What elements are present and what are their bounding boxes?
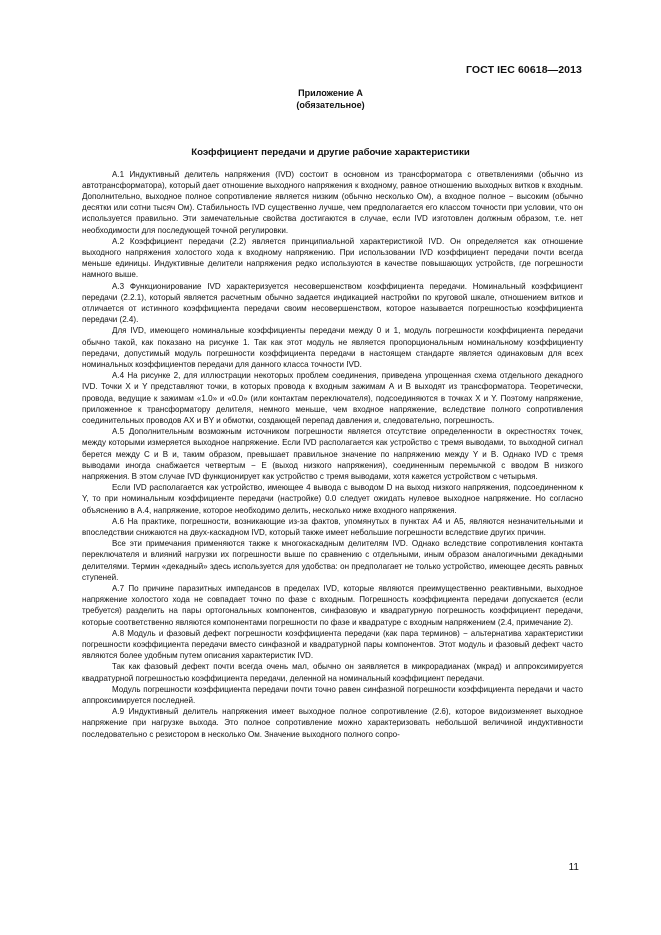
annex-title: Приложение А xyxy=(298,88,363,98)
paragraph-a5-cont: Если IVD располагается как устройство, имеющее 4 вывода с выводом D на выход низкого напряжения, подсоединенном к Y, то при номинальным коэффициенте передачи (настройке) 0.0 следует ожидать нулевое выходное напряжение. Но согласно объяснению в А.4, напряжение, которое необходимо делить, несколько ниже входного напряжения. xyxy=(82,483,583,515)
paragraph-a7: А.7 По причине паразитных импедансов в пределах IVD, которые являются преимущественно реактивными, выходное напряжение холостого хода не совпадает точно по фазе с входным. Погрешность коэффициента передачи допускается (если требуется) разделить на пары ортогональных компонентов, синфазовую и квадратурную погрешность коэффициент передачи, которые соответственно являются компонентами погрешности по фазе и квадратуре с входным напряжением (2.4, примечание 2). xyxy=(82,584,583,627)
paragraph-a3-cont: Для IVD, имеющего номинальные коэффициенты передачи между 0 и 1, модуль погрешности коэффициента передачи обычно такой, как показано на рисунке 1. Так как этот модуль не является пропорциональным номинальному коэффициенту передачи, допустимый модуль погрешности коэффициента передачи в настоящем стандарте является одинаковым для всех номинальных коэффициентов передачи для данного класса точности IVD. xyxy=(82,326,583,369)
paragraph-a4: А.4 На рисунке 2, для иллюстрации некоторых проблем соединения, приведена упрощенная схема отдельного декадного IVD. Точки X и Y представляют точки, в которых провода к входным зажимам А и В выходят из трансформатора. Теоретически, провода, ведущие к зажимам «1.0» и «0.0» (или контактам переключателя), подсоединяются в точках X и Y. Поэтому напряжение, приложенное к трансформатору делителя, немного меньше, чем входное напряжение, вследствие полного сопротивления соединительных проводов АХ и BY и обмотки, создающей перепад давления и, следовательно, погрешность. xyxy=(82,371,583,425)
standard-designation: ГОСТ IEC 60618—2013 xyxy=(465,64,582,76)
annex-status: (обязательное) xyxy=(296,100,365,110)
page-number: 11 xyxy=(568,862,579,873)
paragraph-a2: А.2 Коэффициент передачи (2.2) является принципиальной характеристикой IVD. Он определяется как отношение выходного напряжения холостого хода к входному напряжению. При использовании IVD коэффициент передачи почти всегда меньше единицы. Индуктивные делители напряжения редко используются в качестве повышающих устройств, где погрешности намного выше. xyxy=(82,236,583,280)
section-title: Коэффициент передачи и другие рабочие характеристики xyxy=(191,147,470,158)
paragraph-a9: А.9 Индуктивный делитель напряжения имеет выходное полное сопротивление (2.6), которое видоизменяет выходное напряжение при нагрузке выхода. Это полное сопротивление можно характеризовать небольшой величиной индуктивности последовательно с резистором в несколько Ом. Значение выходного полного сопро- xyxy=(82,707,583,739)
paragraph-a3: А.3 Функционирование IVD характеризуется несовершенством коэффициента передачи. Номинальный коэффициент передачи (2.2.1), который является расчетным обычно задается индикацией настройки по круговой шкале, отношением витков и отличается от истинного коэффициента передачи своим несовершенством, которое называется погрешностью коэффициента передачи (2.4). xyxy=(82,281,583,325)
paragraph-a5: А.5 Дополнительным возможным источником погрешности является отсутствие определенности в окрестностях точек, между которыми измеряется выходное напряжение. Если IVD располагается как устройство с тремя выводами, то выходной сигнал берется между С и В и, таким образом, превышает правильное значение по напряжению между Y и В. Однако IVD с тремя выводами иногда снабжается четвертым − Е (выход низкого напряжения), соединенным перемычкой с вводом В низкого напряжения. В этом случае IVD функционирует как устройство с тремя выводами, хотя кажется устройством с четырьмя. xyxy=(82,427,583,481)
paragraph-a8: А.8 Модуль и фазовый дефект погрешности коэффициента передачи (как пара терминов) − альтернатива характеристики погрешности коэффициента передачи вместо синфазной и квадратурной пары компонентов. Этот модуль и фазовый дефект часто являются более удобным путем описания характеристик IVD. xyxy=(82,628,583,661)
paragraph-a6: А.6 На практике, погрешности, возникающие из-за фактов, упомянутых в пунктах А4 и А5, являются незначительными и впоследствии снижаются на двух-каскадном IVD, который также имеет небольшие погрешности вследствие других причин. xyxy=(82,516,583,537)
paragraph-a1: А.1 Индуктивный делитель напряжения (IVD) состоит в основном из трансформатора с ответвлениями (обычно из автотрансформатора), который дает отношение выходного напряжения к входному, равное отношению выходных витков к входным. Дополнительно, выходное полное сопротивление является низким (обычно несколько Ом), а входное полное − высоким (обычно десятки или сотни тысяч Ом). Стабильность IVD существенно лучше, чем предполагается его классом точности при условии, что он используется правильно. Эти замечательные свойства достигаются в случае, если IVD изготовлен должным образом, т.е. нет необходимости для последующей точной регулировки. xyxy=(82,169,583,235)
body-text xyxy=(82,169,583,740)
paragraph-a6-cont: Все эти примечания применяются также к многокаскадным делителям IVD. Однако вследствие сопротивления контакта переключателя и влияний нагрузки их погрешности выше по сравнению с отдельными, иным образом аналогичными декадными делителями. Термин «декадный» здесь используется для удобства: он предполагает не только устройство, имеющее десять равных ступеней. xyxy=(82,539,583,582)
paragraph-a8-cont1: Так как фазовый дефект почти всегда очень мал, обычно он заявляется в микрорадианах (мкрад) и аппроксимируется квадратурной погрешностью коэффициента передачи, деленной на номинальный коэффициент передачи. xyxy=(82,662,583,683)
paragraph-a8-cont2: Модуль погрешности коэффициента передачи почти точно равен синфазной погрешности коэффициента передачи и часто аппроксимируется последней. xyxy=(82,684,583,706)
